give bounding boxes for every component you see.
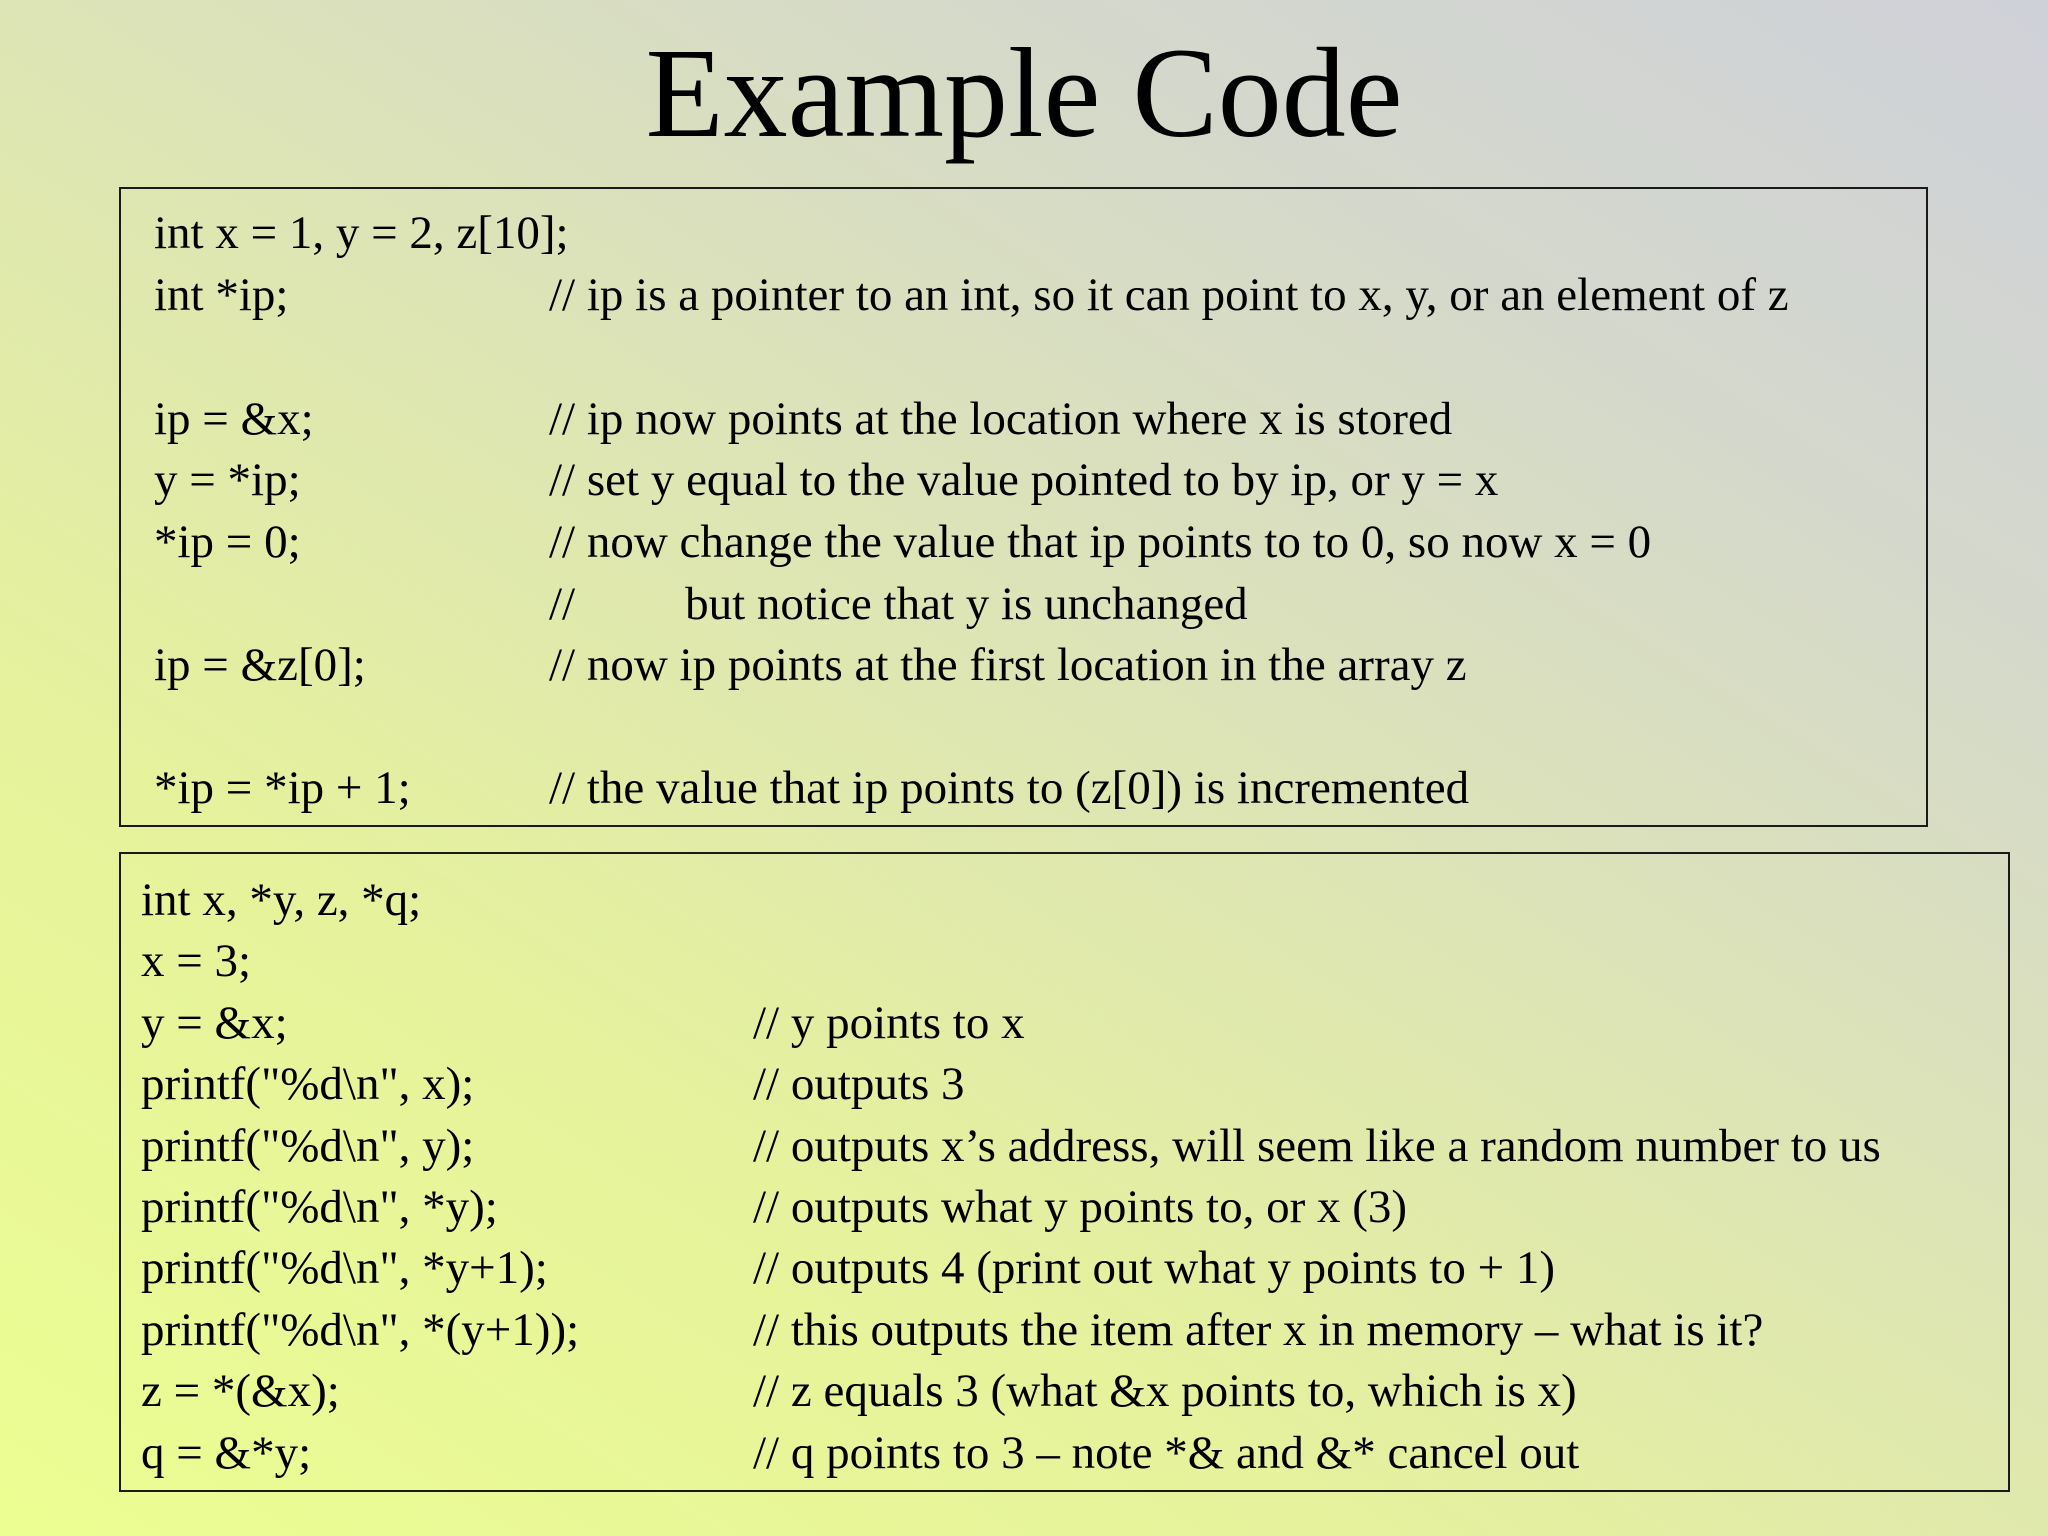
code-line: y = &x;	[141, 997, 288, 1049]
code-line: int x, *y, z, *q;	[141, 874, 422, 926]
code-line: int *ip;	[154, 269, 289, 321]
slide-title: Example Code	[645, 22, 1403, 164]
code-comment: // ip is a pointer to an int, so it can point to x, y, or an element of z	[549, 269, 1789, 321]
code-comment: // outputs 3	[753, 1058, 965, 1110]
code-comment-continuation	[549, 576, 1248, 632]
code-line: ip = &x;	[154, 393, 314, 445]
code-comment: // outputs x’s address, will seem like a random number to us	[753, 1120, 1881, 1172]
code-comment: // outputs what y points to, or x (3)	[753, 1181, 1408, 1233]
code-line: printf("%d\n", *y+1);	[141, 1242, 548, 1294]
code-line: int x = 1, y = 2, z[10];	[154, 207, 569, 259]
comment-marker: //	[549, 578, 576, 630]
code-comment: // now ip points at the first location in the array z	[549, 639, 1467, 691]
code-line: printf("%d\n", *y);	[141, 1181, 498, 1233]
code-line: y = *ip;	[154, 454, 301, 506]
code-line: *ip = 0;	[154, 516, 301, 568]
code-comment: // y points to x	[753, 997, 1025, 1049]
code-line: z = *(&x);	[141, 1365, 340, 1417]
code-line: ip = &z[0];	[154, 639, 366, 691]
code-comment: // this outputs the item after x in memory – what is it?	[753, 1304, 1764, 1356]
code-comment: // q points to 3 – note *& and &* cancel out	[753, 1427, 1580, 1479]
code-box-pointer-printf	[119, 852, 2010, 1492]
code-comment: // outputs 4 (print out what y points to + 1)	[753, 1242, 1555, 1294]
code-comment: but notice that y is unchanged	[685, 578, 1248, 630]
code-comment: // the value that ip points to (z[0]) is incremented	[549, 762, 1470, 814]
code-line: printf("%d\n", x);	[141, 1058, 475, 1110]
code-comment: // ip now points at the location where x is stored	[549, 393, 1453, 445]
code-line: *ip = *ip + 1;	[154, 762, 411, 814]
code-line: x = 3;	[141, 935, 252, 987]
code-line: printf("%d\n", *(y+1));	[141, 1304, 580, 1356]
code-comment: // z equals 3 (what &x points to, which is x)	[753, 1365, 1577, 1417]
code-comment: // now change the value that ip points to to 0, so now x = 0	[549, 516, 1652, 568]
code-comment: // set y equal to the value pointed to by ip, or y = x	[549, 454, 1499, 506]
code-box-pointer-basics	[119, 187, 1928, 827]
code-line: printf("%d\n", y);	[141, 1120, 475, 1172]
code-line: q = &*y;	[141, 1427, 312, 1479]
